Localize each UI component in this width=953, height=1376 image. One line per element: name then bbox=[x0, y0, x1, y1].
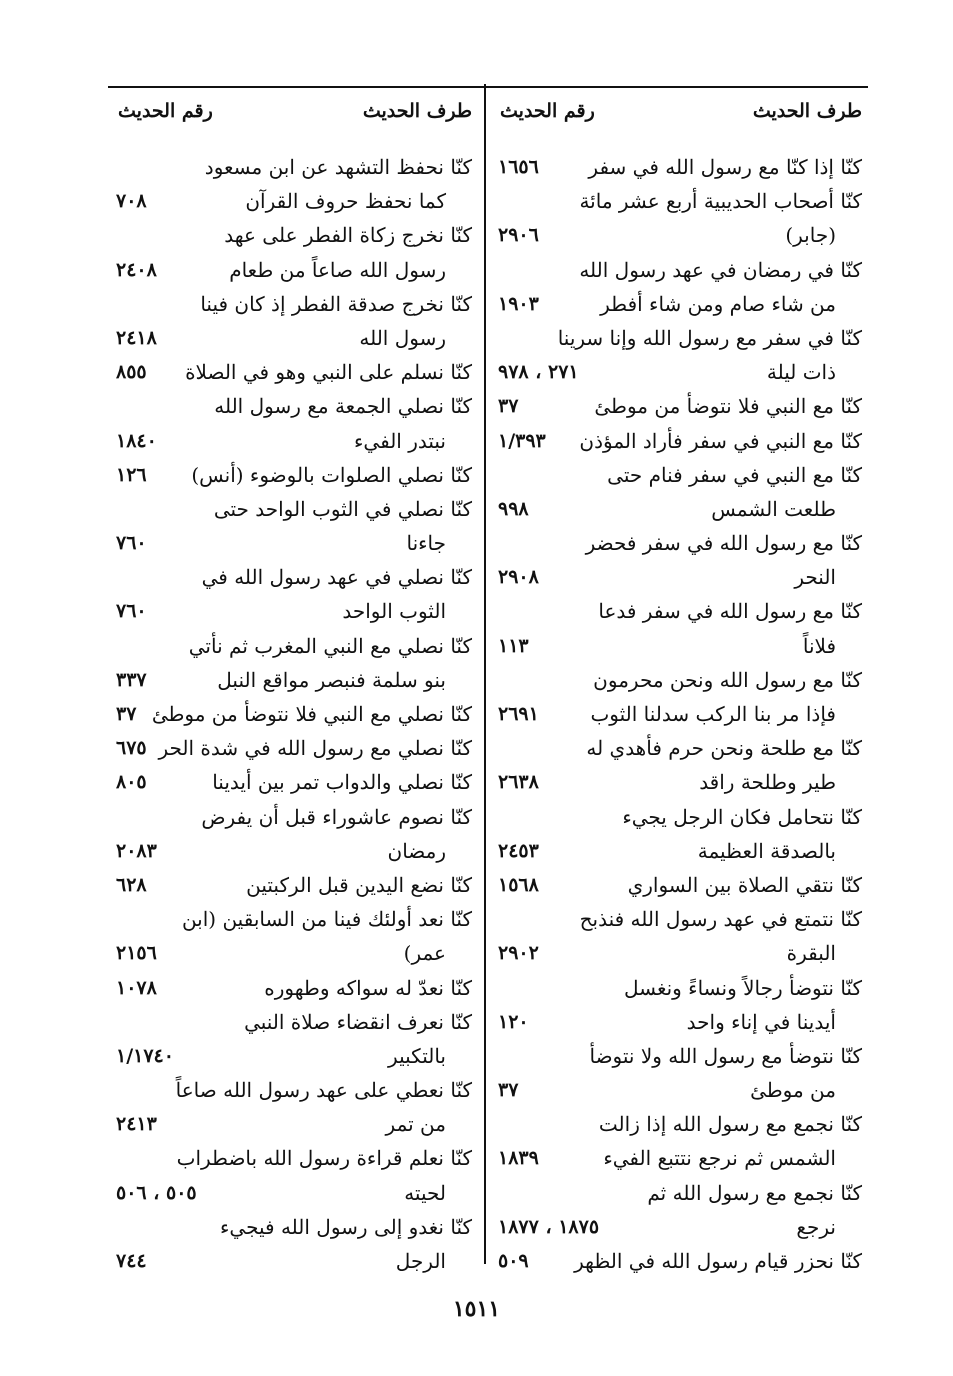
entry-text: كنّا نتحامل فكان الرجل يجيء bbox=[622, 804, 862, 829]
index-entry bbox=[108, 697, 480, 731]
entry-text: كنّا في سفر مع رسول الله وإنا سرينا bbox=[557, 325, 862, 350]
index-entry bbox=[108, 150, 480, 218]
entry-text-continuation: بالتكبير bbox=[388, 1043, 446, 1068]
entry-text-continuation: لحيته bbox=[404, 1180, 446, 1205]
index-entry bbox=[490, 1176, 870, 1244]
entry-hadith-number: ٢٤١٨ bbox=[116, 326, 157, 349]
column-divider bbox=[484, 84, 486, 1264]
entry-text: كنّا مع رسول الله في سفر فدعا bbox=[598, 599, 862, 624]
entry-text: كنّا نصلي الجمعة مع رسول الله bbox=[214, 394, 472, 419]
entry-hadith-number: ١١٣ bbox=[498, 634, 529, 657]
entry-hadith-number: ١٥٦٨ bbox=[498, 873, 539, 896]
entry-text: كنّا نصلي مع رسول الله في شدة الحر bbox=[158, 736, 472, 761]
entry-hadith-number: ١٦٥٦ bbox=[498, 156, 539, 178]
index-entry bbox=[490, 150, 870, 184]
index-entry bbox=[490, 424, 870, 458]
entry-text: كنّا نتوضأ مع رسول الله ولا نتوضأ bbox=[589, 1043, 862, 1068]
entry-hadith-number: ٦٧٥ bbox=[116, 737, 147, 760]
entry-hadith-number: ١٩٠٣ bbox=[498, 292, 539, 315]
entry-text: كنّا نتقي الصلاة بين السواري bbox=[627, 872, 862, 897]
entry-text-continuation: نرجع bbox=[796, 1214, 836, 1239]
entry-hadith-number: ٣٧ bbox=[498, 395, 519, 418]
index-entry bbox=[108, 902, 480, 970]
entry-hadith-number: ٧٦٠ bbox=[116, 600, 147, 623]
entry-text: كنّا نعدّ له سواكه وطهوره bbox=[264, 975, 472, 1000]
entry-hadith-number: ١٨٤٠ bbox=[116, 429, 157, 452]
index-entry bbox=[108, 218, 480, 286]
index-entry bbox=[490, 971, 870, 1039]
entry-text: كنّا نعطي على عهد رسول الله صاعاً bbox=[175, 1078, 472, 1103]
entry-text: كنّا نغدو إلى رسول الله فيجيء bbox=[220, 1214, 472, 1239]
header-rule bbox=[108, 86, 868, 88]
entry-text-continuation: بالصدقة العظيمة bbox=[697, 838, 836, 863]
entry-text-continuation: نبتدر الفيء bbox=[354, 428, 446, 453]
entry-hadith-number: ٢٩٠٨ bbox=[498, 566, 539, 589]
entry-text-continuation: عمر) bbox=[403, 941, 446, 966]
entry-text: كنّا مع طلحة ونحن حرم فأهدي له bbox=[586, 736, 862, 761]
index-entry bbox=[490, 389, 870, 423]
entry-hadith-number: ٢٤١٣ bbox=[116, 1113, 157, 1136]
entry-text-continuation: كما نحفظ حروف القرآن bbox=[245, 189, 446, 214]
entry-hadith-number: ٢٤٠٨ bbox=[116, 258, 157, 281]
entry-text: كنّا أصحاب الحديبية أربع عشر مائة bbox=[579, 189, 862, 214]
entry-hadith-number: ١٢٠ bbox=[498, 1010, 529, 1033]
entry-hadith-number: ٧٤٤ bbox=[116, 1250, 147, 1272]
header-hadith-number: رقم الحديث bbox=[500, 100, 595, 122]
entry-text: كنّا نحفظ التشهد عن ابن مسعود bbox=[204, 155, 472, 179]
index-entry bbox=[108, 458, 480, 492]
entry-text: كنّا نصلي في الثوب الواحد حتى bbox=[213, 496, 472, 521]
entry-list bbox=[108, 150, 480, 1278]
entry-text: كنّا نخرج صدقة الفطر إذ كان فينا bbox=[200, 291, 472, 316]
header-hadith-text: طرف الحديث bbox=[362, 100, 472, 122]
index-entry bbox=[108, 1073, 480, 1141]
index-entry bbox=[490, 184, 870, 252]
entry-text-continuation: من موطئ bbox=[750, 1078, 836, 1103]
entry-hadith-number: ٢٤٥٣ bbox=[498, 839, 539, 862]
entry-hadith-number: ٣٧ bbox=[116, 703, 137, 725]
entry-text: كنّا نجمع مع رسول الله ثم bbox=[647, 1180, 862, 1205]
entry-hadith-number: ٢٦٩١ bbox=[498, 703, 539, 725]
entry-text: كنّا نجمع مع رسول الله إذا زالت bbox=[598, 1112, 862, 1137]
entry-text: كنّا مع النبي فلا نتوضأ من موطئ bbox=[594, 394, 862, 419]
entry-hadith-number: ١٨٣٩ bbox=[498, 1147, 539, 1170]
entry-text-continuation: من تمر bbox=[385, 1112, 446, 1137]
entry-text: كنّا مع رسول الله في سفر فحضر bbox=[585, 531, 862, 556]
entry-text: كنّا نتوضأ رجالاً ونساءً ونغسل bbox=[623, 975, 862, 1000]
index-entry bbox=[108, 800, 480, 868]
entry-text-continuation: رسول الله bbox=[359, 325, 446, 350]
index-entry bbox=[490, 321, 870, 389]
index-entry bbox=[490, 663, 870, 731]
entry-text: كنّا نضع اليدين قبل الركبتين bbox=[246, 872, 472, 897]
entry-hadith-number: ٢٧١ ، ٩٧٨ bbox=[498, 361, 579, 384]
entry-hadith-number: ٢٩٠٢ bbox=[498, 942, 539, 965]
entry-text: كنّا نعرف انقضاء صلاة النبي bbox=[244, 1009, 472, 1034]
index-entry bbox=[490, 1107, 870, 1175]
entry-hadith-number: ٢٦٣٨ bbox=[498, 771, 539, 794]
entry-text-continuation: طير وطلحة راقد bbox=[699, 770, 836, 795]
column-headers bbox=[108, 100, 480, 130]
entry-hadith-number: ٢١٥٦ bbox=[116, 942, 157, 965]
index-entry bbox=[490, 253, 870, 321]
index-entry bbox=[490, 594, 870, 662]
entry-text: كنّا نعد أولئك فينا من السابقين (ابن bbox=[181, 907, 472, 932]
entry-hadith-number: ١٨٧٥ ، ١٨٧٧ bbox=[498, 1215, 600, 1238]
entry-text: كنّا نتمتع في عهد رسول الله فنذبح bbox=[579, 907, 862, 932]
index-entry bbox=[108, 765, 480, 799]
index-entry bbox=[108, 492, 480, 560]
entry-text-continuation: النحر bbox=[794, 565, 836, 590]
index-entry bbox=[490, 1039, 870, 1107]
entry-text-continuation: فإذا مر بنا الركب سدلنا الثوب bbox=[590, 702, 836, 726]
column-headers bbox=[490, 100, 870, 130]
entry-text-continuation: من شاء صام ومن شاء أفطر bbox=[600, 291, 836, 316]
index-entry bbox=[108, 389, 480, 457]
header-hadith-text: طرف الحديث bbox=[752, 100, 862, 122]
entry-text-continuation: (جابر) bbox=[785, 223, 836, 248]
entry-text: كنّا مع النبي في سفر فنام حتى bbox=[607, 462, 862, 487]
index-entry bbox=[108, 560, 480, 628]
entry-hadith-number: ٩٩٨ bbox=[498, 497, 529, 520]
entry-hadith-number: ٦٢٨ bbox=[116, 873, 147, 896]
index-entry bbox=[108, 868, 480, 902]
entry-hadith-number: ٧٠٨ bbox=[116, 190, 147, 213]
entry-text-continuation: رمضان bbox=[387, 838, 446, 863]
entry-hadith-number: ١/٣٩٣ bbox=[498, 429, 546, 452]
entry-text: كنّا نصوم عاشوراء قبل أن يفرض bbox=[201, 804, 472, 829]
entry-text: كنّا نصلي الصلوات بالوضوء (أنس) bbox=[191, 462, 472, 487]
index-entry bbox=[108, 1141, 480, 1209]
entry-text-continuation: الرجل bbox=[395, 1249, 446, 1273]
entry-hadith-number: ٢٩٠٦ bbox=[498, 224, 539, 247]
entry-text: كنّا نسلم على النبي وهو في الصلاة bbox=[185, 360, 472, 385]
entry-text-continuation: البقرة bbox=[786, 941, 836, 966]
entry-text-continuation: أيدينا في إناء واحد bbox=[686, 1009, 836, 1034]
index-entry bbox=[108, 287, 480, 355]
entry-text: كنّا في رمضان في عهد رسول الله bbox=[579, 257, 862, 282]
index-entry bbox=[490, 1244, 870, 1278]
index-entry bbox=[108, 1210, 480, 1278]
entry-text: كنّا نحزر قيام رسول الله في الظهر bbox=[574, 1249, 862, 1273]
entry-text: كنّا نصلي مع النبي فلا نتوضأ من موطئ bbox=[151, 702, 472, 726]
entry-hadith-number: ١٠٧٨ bbox=[116, 976, 157, 999]
entry-hadith-number: ٥٠٩ bbox=[498, 1250, 529, 1272]
header-hadith-number: رقم الحديث bbox=[118, 100, 213, 122]
entry-text-continuation: جاءنا bbox=[406, 531, 446, 556]
entry-text: كنّا مع النبي في سفر فأراد المؤذن bbox=[579, 428, 862, 453]
index-entry bbox=[108, 355, 480, 389]
entry-text-continuation: ذات ليلة bbox=[766, 360, 836, 385]
entry-hadith-number: ٣٧ bbox=[498, 1079, 519, 1102]
index-entry bbox=[490, 868, 870, 902]
entry-text: كنّا نصلي والدواب تمر بين أيدينا bbox=[212, 770, 472, 795]
entry-hadith-number: ١٢٦ bbox=[116, 463, 147, 486]
entry-text: كنّا مع رسول الله ونحن محرمون bbox=[593, 667, 862, 692]
index-entry bbox=[108, 971, 480, 1005]
index-entry bbox=[108, 1005, 480, 1073]
entry-hadith-number: ٨٠٥ bbox=[116, 771, 147, 794]
index-entry bbox=[490, 458, 870, 526]
entry-text-continuation: الثوب الواحد bbox=[342, 599, 446, 624]
entry-hadith-number: ٨٥٥ bbox=[116, 361, 147, 384]
index-entry bbox=[490, 902, 870, 970]
entry-text-continuation: بنو سلمة فنبصر مواقع النبل bbox=[217, 667, 446, 692]
entry-text: كنّا نخرج زكاة الفطر على عهد bbox=[224, 223, 472, 248]
entry-hadith-number: ٥٠٥ ، ٥٠٦ bbox=[116, 1181, 197, 1204]
index-entry bbox=[490, 731, 870, 799]
index-entry bbox=[490, 800, 870, 868]
entry-text: كنّا إذا كنّا مع رسول الله في سفر bbox=[588, 155, 862, 179]
entry-text-continuation: الشمس ثم نرجع نتتبع الفيء bbox=[603, 1146, 836, 1171]
entry-text: كنّا نعلم قراءة رسول الله باضطراب bbox=[176, 1146, 472, 1171]
entry-hadith-number: ٢٠٨٣ bbox=[116, 839, 157, 862]
entry-text-continuation: فلاناً bbox=[802, 633, 836, 658]
page-number: ١٥١١ bbox=[452, 1296, 501, 1322]
entry-hadith-number: ٣٣٧ bbox=[116, 668, 147, 691]
index-entry bbox=[490, 526, 870, 594]
entry-hadith-number: ٧٦٠ bbox=[116, 532, 147, 555]
entry-hadith-number: ١/١٧٤٠ bbox=[116, 1044, 174, 1067]
entry-text: كنّا نصلي في عهد رسول الله في bbox=[201, 565, 472, 590]
index-entry bbox=[108, 731, 480, 765]
entry-list bbox=[490, 150, 870, 1278]
entry-text-continuation: رسول الله صاعاً من طعام bbox=[229, 257, 446, 282]
entry-text-continuation: طلعت الشمس bbox=[711, 496, 836, 521]
entry-text: كنّا نصلي مع النبي المغرب ثم نأتي bbox=[188, 633, 472, 658]
index-entry bbox=[108, 629, 480, 697]
